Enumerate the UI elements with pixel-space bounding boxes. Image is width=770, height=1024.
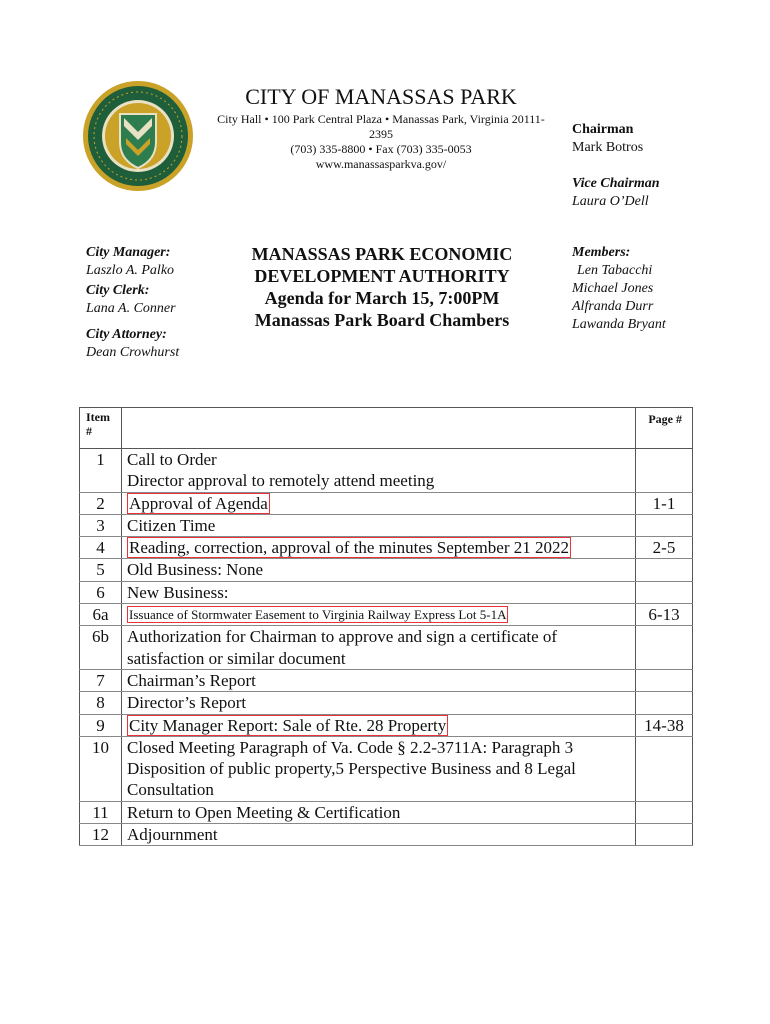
meeting-title-line-1: MANASSAS PARK ECONOMIC — [251, 244, 513, 264]
agenda-item-description — [122, 714, 636, 736]
agenda-item-number: 6b — [80, 626, 122, 670]
members-label — [572, 244, 630, 262]
agenda-table — [79, 407, 693, 846]
city-clerk-label-text: City Clerk: — [86, 283, 150, 298]
city-address — [200, 112, 562, 172]
agenda-item-text: Chairman’s Report — [127, 670, 256, 690]
agenda-item-number: 11 — [80, 801, 122, 823]
city-attorney-label-text: City Attorney: — [86, 327, 167, 342]
members-label-text: Members: — [572, 245, 631, 260]
city-manager-name: Laszlo A. Palko — [86, 263, 175, 278]
agenda-item-text: Return to Open Meeting & Certification — [127, 802, 401, 822]
meeting-title — [232, 243, 532, 331]
agenda-item-text: Old Business: None — [127, 560, 263, 580]
agenda-item-text: Disposition of public property,5 Perspective Business and 8 Legal — [127, 759, 576, 779]
meeting-title-line-4: Manassas Park Board Chambers — [254, 310, 510, 330]
member-item: Michael Jones — [572, 281, 654, 296]
agenda-row — [80, 714, 693, 736]
agenda-item-text: Adjournment — [127, 825, 218, 845]
member-item: Alfranda Durr — [572, 299, 654, 314]
agenda-item-description — [122, 801, 636, 823]
agenda-item-text[interactable]: City Manager Report: Sale of Rte. 28 Property — [129, 715, 447, 735]
chairman-label — [572, 121, 633, 139]
city-attorney-label — [86, 326, 167, 344]
agenda-item-description — [122, 581, 636, 603]
agenda-item-text[interactable]: Issuance of Stormwater Easement to Virginia Railway Express Lot 5-1A — [129, 607, 507, 623]
agenda-row — [80, 669, 693, 691]
item-column-header — [80, 408, 122, 449]
agenda-item-number: 5 — [80, 559, 122, 581]
city-manager-label-text: City Manager: — [86, 245, 171, 260]
agenda-header-row — [80, 408, 693, 449]
agenda-item-description — [122, 537, 636, 559]
agenda-item-page — [636, 669, 693, 691]
agenda-item-text: satisfaction or similar document — [127, 648, 346, 668]
agenda-item-text: Director approval to remotely attend meeting — [127, 471, 435, 491]
agenda-item-page — [636, 801, 693, 823]
agenda-item-page — [636, 449, 693, 493]
city-manager-label — [86, 244, 170, 262]
agenda-row — [80, 626, 693, 670]
member-item: Len Tabacchi — [577, 263, 653, 278]
agenda-row — [80, 449, 693, 493]
city-seal-icon — [82, 80, 194, 192]
city-clerk-label — [86, 282, 149, 300]
agenda-item-description — [122, 692, 636, 714]
agenda-item-number: 2 — [80, 492, 122, 514]
agenda-row — [80, 492, 693, 514]
agenda-row — [80, 559, 693, 581]
agenda-item-description — [122, 492, 636, 514]
agenda-item-number: 12 — [80, 824, 122, 846]
agenda-item-text: Consultation — [127, 780, 214, 800]
vice-chairman-label-text: Vice Chairman — [572, 176, 660, 191]
item-header-hash: # — [86, 424, 92, 438]
agenda-item-description — [122, 626, 636, 670]
agenda-item-page: 2-5 — [636, 537, 693, 559]
address-line-3: (703) 335-8800 • Fax (703) 335-0053 — [290, 142, 472, 156]
agenda-row — [80, 514, 693, 536]
agenda-row — [80, 537, 693, 559]
agenda-item-text: Director’s Report — [127, 693, 247, 713]
agenda-item-description — [122, 604, 636, 626]
description-column-header — [122, 408, 636, 449]
agenda-item-page — [636, 736, 693, 801]
agenda-item-text: New Business: — [127, 582, 229, 602]
agenda-item-number: 4 — [80, 537, 122, 559]
agenda-row — [80, 581, 693, 603]
city-attorney-name: Dean Crowhurst — [86, 345, 180, 360]
agenda-row — [80, 801, 693, 823]
agenda-item-number: 1 — [80, 449, 122, 493]
agenda-row — [80, 604, 693, 626]
agenda-item-text: Authorization for Chairman to approve and sign a certificate of — [127, 627, 558, 647]
agenda-item-page — [636, 581, 693, 603]
agenda-item-page — [636, 692, 693, 714]
vice-chairman-name: Laura O’Dell — [572, 194, 649, 209]
meeting-title-line-3: Agenda for March 15, 7:00PM — [264, 288, 500, 308]
agenda-item-page — [636, 559, 693, 581]
agenda-item-number: 10 — [80, 736, 122, 801]
address-line-2: 2395 — [369, 127, 393, 141]
agenda-item-text: Citizen Time — [127, 515, 216, 535]
vice-chairman-label — [572, 175, 660, 193]
agenda-item-number: 3 — [80, 514, 122, 536]
item-header-text: Item — [86, 410, 110, 424]
agenda-item-number: 6a — [80, 604, 122, 626]
agenda-item-number: 7 — [80, 669, 122, 691]
meeting-title-line-2: DEVELOPMENT AUTHORITY — [254, 266, 510, 286]
agenda-item-description — [122, 669, 636, 691]
agenda-item-description — [122, 824, 636, 846]
agenda-item-text[interactable]: Reading, correction, approval of the minutes September 21 2022 — [129, 538, 569, 558]
agenda-item-page — [636, 514, 693, 536]
agenda-row — [80, 824, 693, 846]
chairman-name: Mark Botros — [572, 140, 644, 155]
agenda-item-description — [122, 559, 636, 581]
agenda-item-description — [122, 514, 636, 536]
agenda-item-number: 8 — [80, 692, 122, 714]
agenda-item-description — [122, 736, 636, 801]
agenda-row — [80, 692, 693, 714]
agenda-item-description — [122, 449, 636, 493]
agenda-item-text[interactable]: Approval of Agenda — [129, 493, 268, 513]
agenda-item-page: 14-38 — [636, 714, 693, 736]
member-item: Lawanda Bryant — [572, 317, 666, 332]
agenda-item-page — [636, 626, 693, 670]
address-line-1: City Hall • 100 Park Central Plaza • Manassas Park, Virginia 20111- — [217, 112, 545, 126]
agenda-item-page: 6-13 — [636, 604, 693, 626]
agenda-item-text: Closed Meeting Paragraph of Va. Code § 2.2-3711A: Paragraph 3 — [127, 737, 574, 757]
agenda-item-number: 6 — [80, 581, 122, 603]
agenda-item-number: 9 — [80, 714, 122, 736]
page-column-header: Page # — [636, 408, 693, 449]
agenda-item-text: Call to Order — [127, 450, 217, 469]
chairman-label-text: Chairman — [572, 122, 634, 137]
agenda-row — [80, 736, 693, 801]
website-link[interactable]: www.manassasparkva.gov/ — [315, 157, 447, 171]
city-clerk-name: Lana A. Conner — [86, 301, 176, 316]
city-title: CITY OF MANASSAS PARK — [245, 84, 517, 109]
agenda-item-page — [636, 824, 693, 846]
agenda-item-page: 1-1 — [636, 492, 693, 514]
